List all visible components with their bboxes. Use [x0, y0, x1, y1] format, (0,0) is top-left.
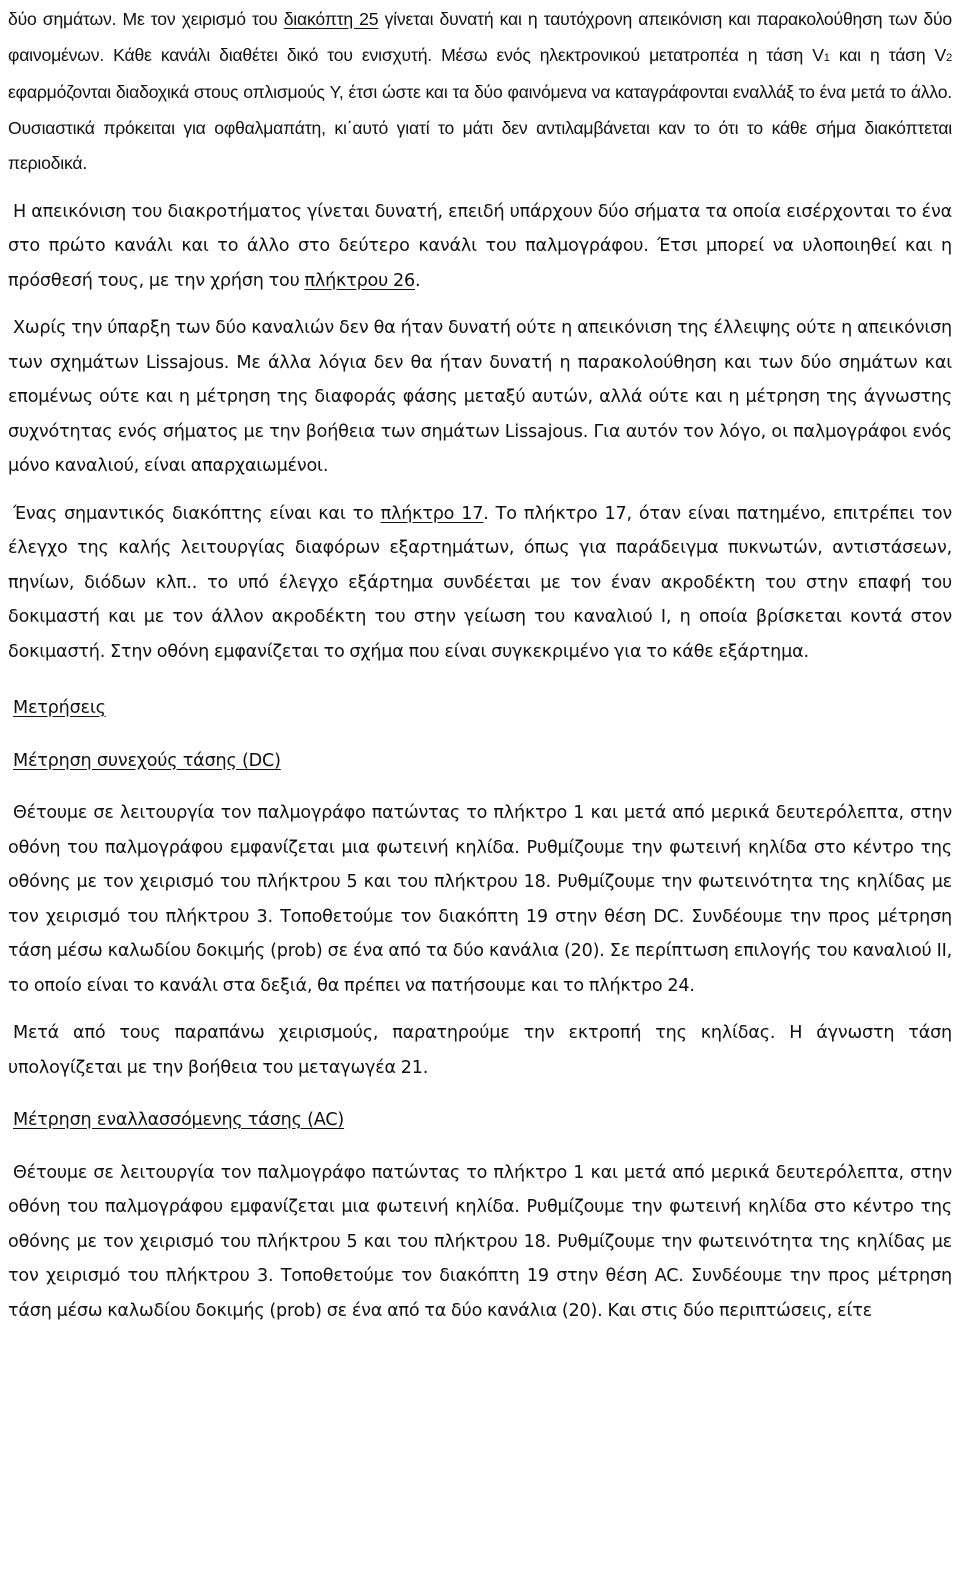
paragraph-dual-channel: δύο σημάτων. Με τον χειρισμό του διακόπτη 25 γίνεται δυνατή και η ταυτόχρονη απεικόνιση και παρακολούθηση των δύο φαινομένων. Κάθε κανάλι διαθέτει δικό του ενισχυτή. Μέσω ενός ηλεκτρονικού μετατροπέα η τάση V1 και η τάση V2 εφαρμόζονται διαδοχικά στους οπλισμούς Y, έτσι ώστε και τα δύο φαινόμενα να καταγράφονται εναλλάξ το ένα μετά το άλλο. Ουσιαστικά πρόκειται για οφθαλμαπάτη, κι΄αυτό γιατί το μάτι δεν αντιλαμβάνεται καν το ότι το κάθε σήμα διακόπτεται περιοδικά.: [8, 9, 953, 173]
button-17-reference: πλήκτρο 17: [380, 503, 484, 524]
button-26-reference: πλήκτρου 26: [304, 270, 415, 291]
paragraph-dc-result: Μετά από τους παραπάνω χειρισμούς, παρατηρούμε την εκτροπή της κηλίδας. Η άγνωστη τάση υπολογίζεται με την βοήθεια του μεταγωγέα 21.: [8, 1023, 952, 1078]
paragraph-dc-procedure: Θέτουμε σε λειτουργία τον παλμογράφο πατώντας το πλήκτρο 1 και μετά από μερικά δευτερόλεπτα, στην οθόνη του παλμογράφου εμφανίζεται μια φωτεινή κηλίδα. Ρυθμίζουμε την φωτεινή κηλίδα στο κέντρο της οθόνης με τον χειρισμό του πλήκτρου 5 και του πλήκτρου 18. Ρυθμίζουμε την φωτεινότητα της κηλίδας με τον χειρισμό του πλήκτρου 3. Τοποθετούμε τον διακόπτη 19 στην θέση DC. Συνδέουμε την προς μέτρηση τάση μέσω καλωδίου δοκιμής (prob) σε ένα από τα δύο κανάλια (20). Σε περίπτωση επιλογής του καναλιού ΙΙ, το οποίο είναι το κανάλι στα δεξιά, θα πρέπει να πατήσουμε και το πλήκτρο 24.: [8, 803, 952, 996]
paragraph-two-channels: Χωρίς την ύπαρξη των δύο καναλιών δεν θα ήταν δυνατή ούτε η απεικόνιση της έλλειψης ούτε η απεικόνιση των σχημάτων Lissajous. Με άλλα λόγια δεν θα ήταν δυνατή η παρακολούθηση και των δύο σημάτων και επομένως ούτε και η μέτρηση της διαφοράς φάσης μεταξύ αυτών, αλλά ούτε και η μέτρηση της άγνωστης συχνότητας ενός σήματος με την βοήθεια των σημάτων Lissajous. Για αυτόν τον λόγο, οι παλμογράφοι ενός μόνο καναλιού, είναι απαρχαιωμένοι.: [8, 318, 952, 476]
paragraph-component-tester: Ένας σημαντικός διακόπτης είναι και το πλήκτρο 17. Το πλήκτρο 17, όταν είναι πατημένο, επιτρέπει τον έλεγχο της καλής λειτουργίας διαφόρων εξαρτημάτων, όπως για παράδειγμα πυκνωτών, αντιστάσεων, πηνίων, διόδων κλπ.. το υπό έλεγχο εξάρτημα συνδέεται με τον έναν ακροδέκτη του στην επαφή του δοκιμαστή και με τον άλλον ακροδέκτη του στην γείωση του καναλιού Ι, η οποία βρίσκεται κοντά στον δοκιμαστή. Στην οθόνη εμφανίζεται το σχήμα που είναι συγκεκριμένο για το κάθε εξάρτημα.: [8, 503, 953, 662]
paragraph-ac-procedure: Θέτουμε σε λειτουργία τον παλμογράφο πατώντας το πλήκτρο 1 και μετά από μερικά δευτερόλεπτα, στην οθόνη του παλμογράφου εμφανίζεται μια φωτεινή κηλίδα. Ρυθμίζουμε την φωτεινή κηλίδα στο κέντρο της οθόνης με τον χειρισμό του πλήκτρου 5 και του πλήκτρου 18. Ρυθμίζουμε την φωτεινότητα της κηλίδας με τον χειρισμό του πλήκτρου 3. Τοποθετούμε τον διακόπτη 19 στην θέση AC. Συνδέουμε την προς μέτρηση τάση μέσω καλωδίου δοκιμής (prob) σε ένα από τα δύο κανάλια (20). Και στις δύο περιπτώσεις, είτε: [8, 1162, 952, 1321]
heading-dc-measurement: Μέτρηση συνεχούς τάσης (DC): [13, 750, 281, 771]
heading-ac-measurement: Μέτρηση εναλλασσόμενης τάσης (AC): [13, 1110, 345, 1130]
heading-measurements: Μετρήσεις: [13, 698, 106, 718]
switch-25-reference: διακόπτη 25: [283, 9, 379, 29]
paragraph-beat-display: Η απεικόνιση του διακροτήματος γίνεται δυνατή, επειδή υπάρχουν δύο σήματα τα οποία εισέρχονται το ένα στο πρώτο κανάλι και το άλλο στο δεύτερο κανάλι του παλμογράφου. Έτσι μπορεί να υλοποιηθεί και η πρόσθεσή τους, με την χρήση του πλήκτρου 26.: [8, 201, 952, 291]
